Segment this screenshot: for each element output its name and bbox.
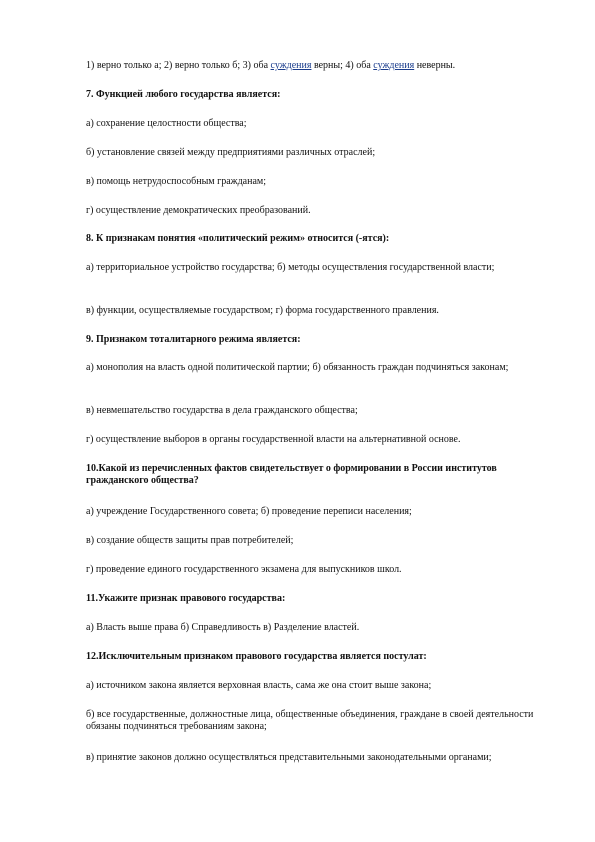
question-12-option-a: а) источником закона является верховная власть, сама же она стоит выше закона;	[86, 680, 432, 691]
question-8-title: 8. К признакам понятия «политический режим» относится (-ятся):	[86, 233, 390, 244]
question-7-option-b: б) установление связей между предприятиями различных отраслей;	[86, 147, 376, 158]
question-7-option-a: а) сохранение целостности общества;	[86, 118, 247, 129]
question-7-option-c: в) помощь нетрудоспособным гражданам;	[86, 176, 266, 187]
question-12-title: 12.Исключительным признаком правового государства является постулат:	[86, 651, 427, 662]
question-9-options-ab: а) монополия на власть одной политической партии; б) обязанность граждан подчиняться законам;	[86, 362, 509, 373]
question-10-title: 10.Какой из перечисленных фактов свидетельствует о формировании в России институтов гражданского общества?	[86, 463, 497, 486]
question-8-options-ab: а) территориальное устройство государства; б) методы осуществления государственной власти;	[86, 262, 495, 273]
suzhdeniya-link-1[interactable]: суждения	[270, 60, 312, 71]
question-9-option-d: г) осуществление выборов в органы государственной власти на альтернативной основе.	[86, 434, 461, 445]
answer-key-text: 1) верно только а; 2) верно только б; 3) оба	[86, 60, 271, 71]
question-10-options-ab: а) учреждение Государственного совета; б) проведение переписи населения;	[86, 506, 412, 517]
question-12-option-c: в) принятие законов должно осуществляться представительными законодательными органами;	[86, 752, 492, 763]
question-7-option-d: г) осуществление демократических преобразований.	[86, 205, 311, 216]
question-12-option-b: б) все государственные, должностные лица, общественные объединения, граждане в своей деятельности обязаны подчиняться требованиям закона;	[86, 709, 534, 732]
question-7-title: 7. Функцией любого государства является:	[86, 89, 281, 100]
question-10-option-c: в) создание обществ защиты прав потребителей;	[86, 535, 294, 546]
answer-key-text: верны; 4) оба	[311, 60, 374, 71]
question-11-options: а) Власть выше права б) Справедливость в) Разделение властей.	[86, 622, 360, 633]
question-9-title: 9. Признаком тоталитарного режима является:	[86, 334, 301, 345]
answer-key-line	[86, 60, 554, 72]
question-9-option-c: в) невмешательство государства в дела гражданского общества;	[86, 405, 358, 416]
question-8-options-cd: в) функции, осуществляемые государством; г) форма государственного правления.	[86, 305, 439, 316]
question-11-title: 11.Укажите признак правового государства:	[86, 593, 286, 604]
answer-key-text: неверны.	[414, 60, 456, 71]
question-10-option-d: г) проведение единого государственного экзамена для выпускников школ.	[86, 564, 402, 575]
suzhdeniya-link-2[interactable]: суждения	[373, 60, 415, 71]
